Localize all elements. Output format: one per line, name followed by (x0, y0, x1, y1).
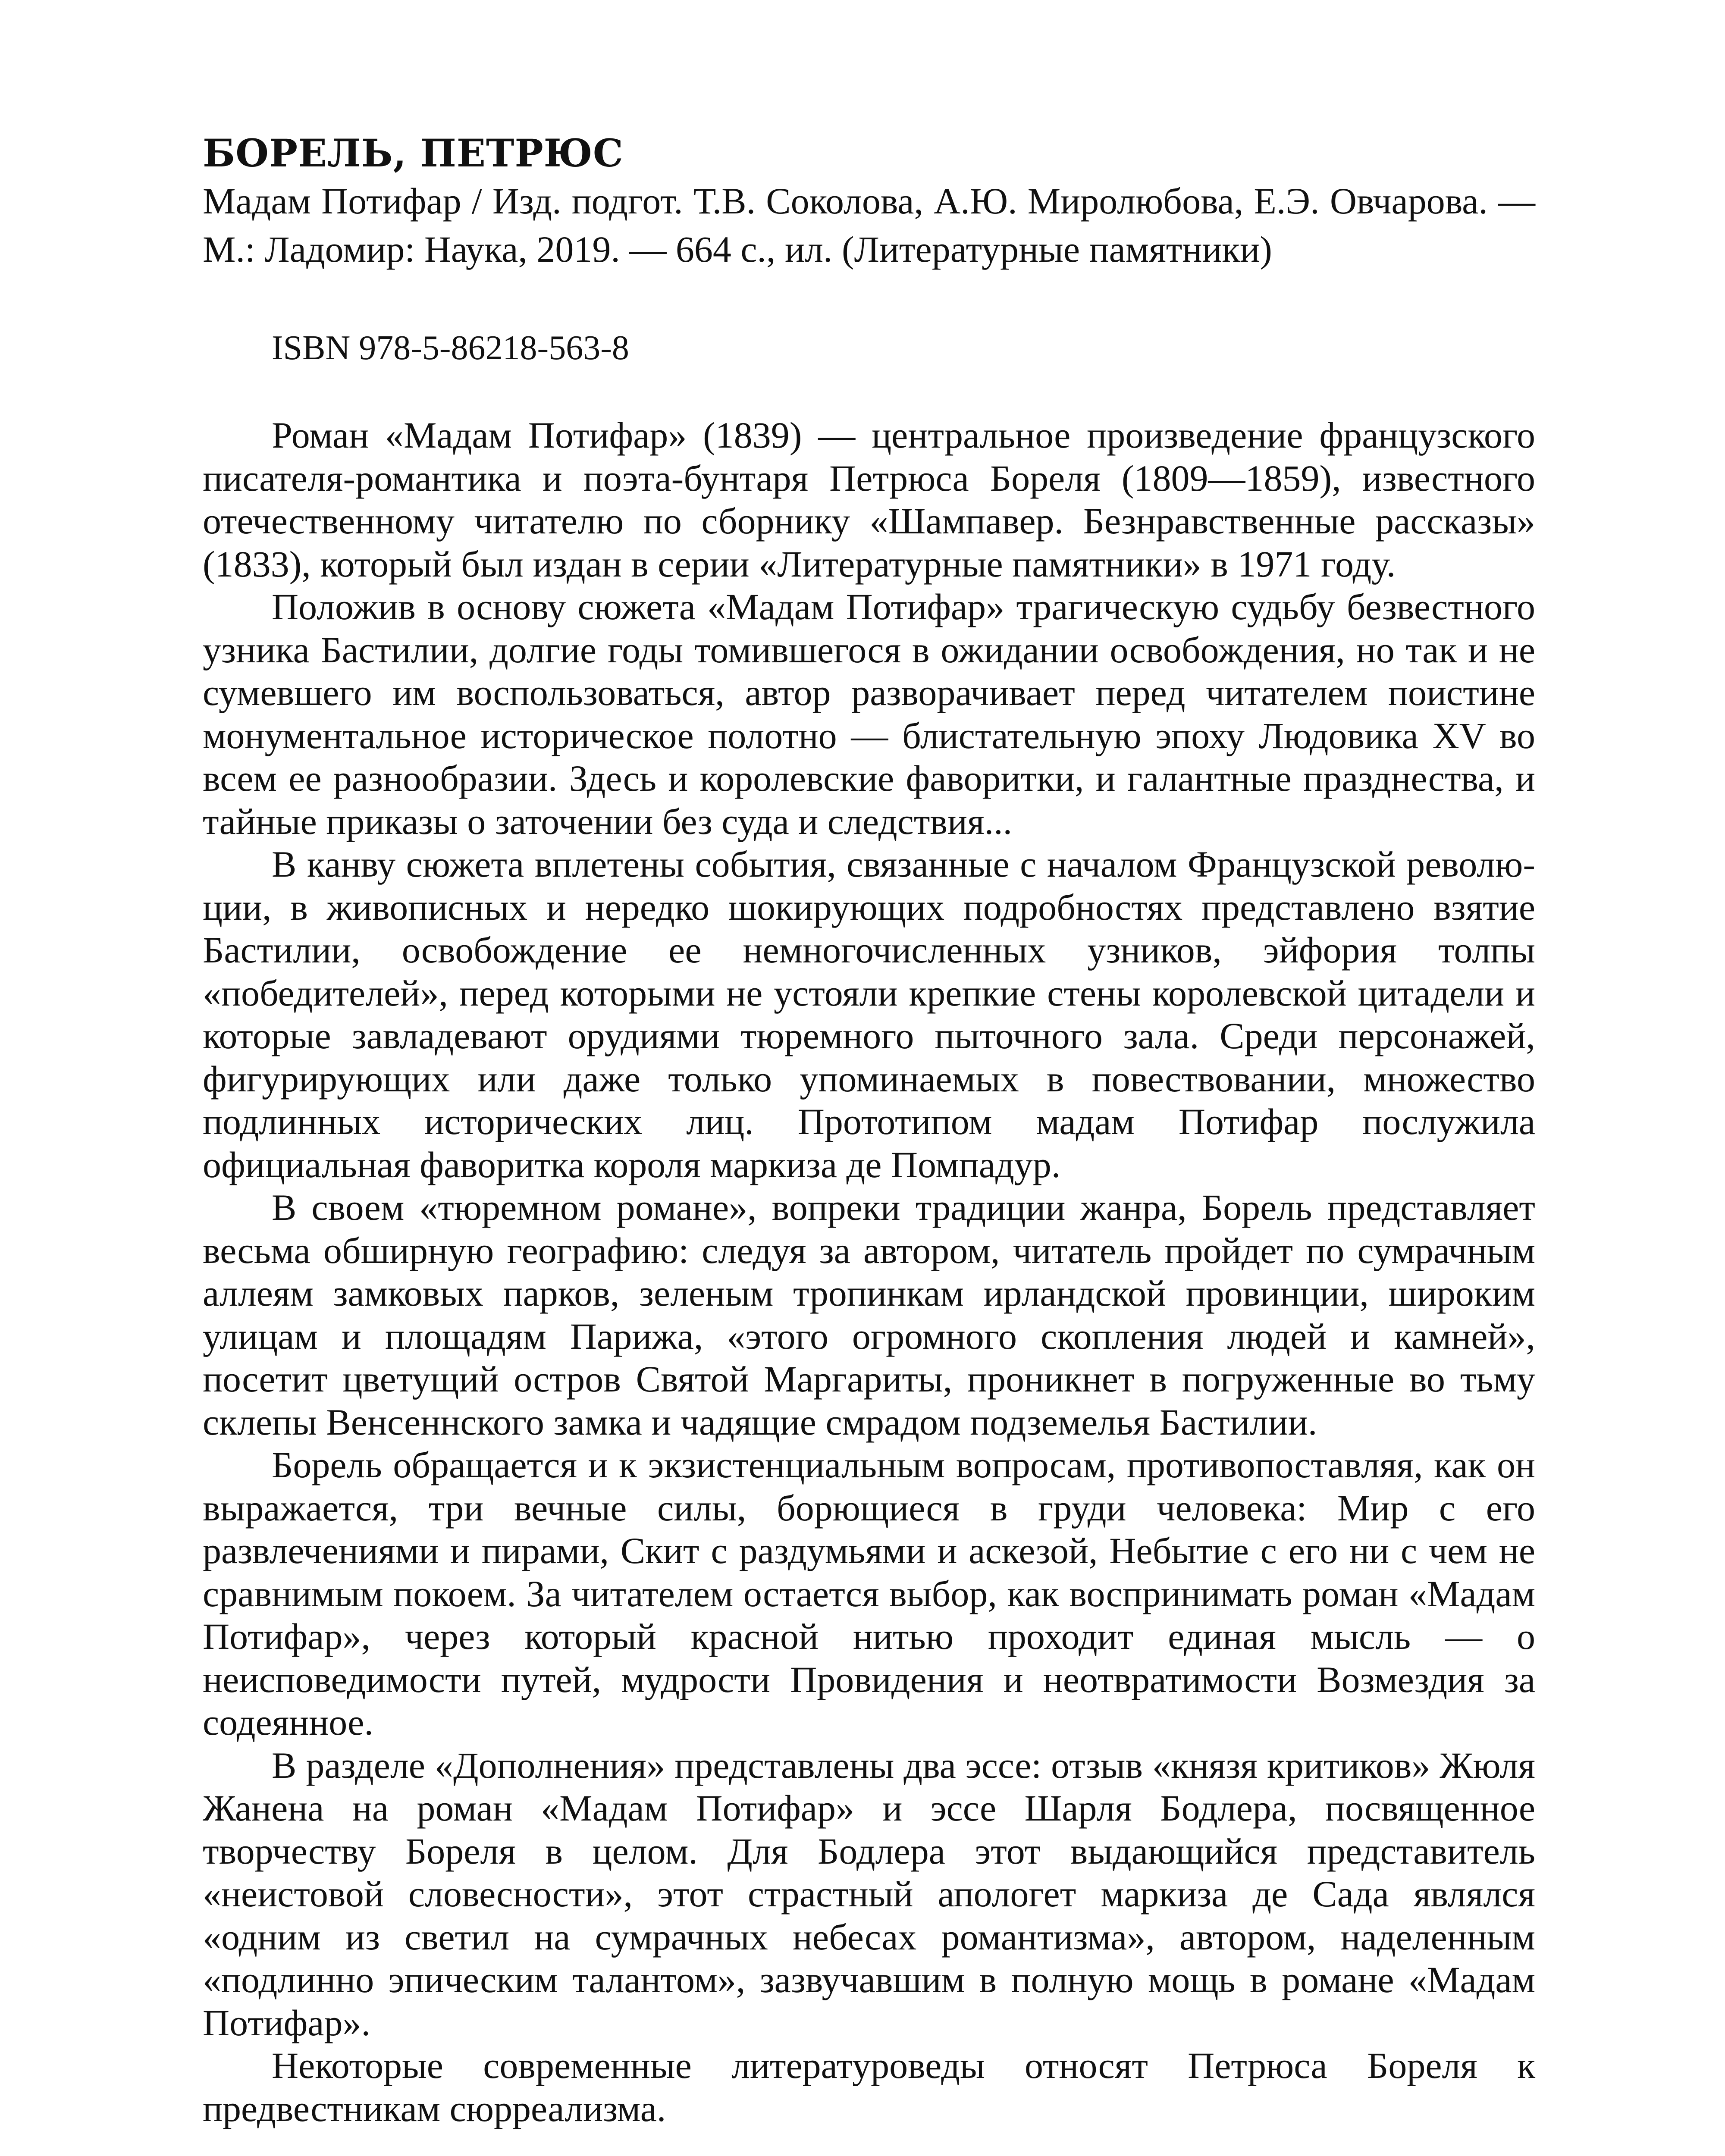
annotation-paragraph: Борель обращается и к экзистенциальным вопросам, противопоставляя, как он выражается, три вечные силы, борющиеся в груди человека: Мир с его развлечениями и пирами, Скит с раздумьями и аскезой, Небытие с его ни с чем не сравнимым покоем. За читателем остается выбор, как воспринимать роман «Мадам Потифар», через который красной нитью проходит единая мысль — о неисповедимости путей, мудрости Провидения и неотвратимости Возмездия за содеянное. (203, 1444, 1535, 1743)
annotation-paragraph: В разделе «Дополнения» представлены два эссе: отзыв «князя критиков» Жюля Жанена на роман «Мадам Потифар» и эссе Шарля Бодлера, посвященное творчеству Бореля в целом. Для Бодлера этот выдающийся представитель «неистовой словесности», этот страстный апологет маркиза де Сада являлся «одним из светил на сумрачных небесах романтизма», автором, наделенным «подлинно эпическим талантом», зазвучавшим в полную мощь в романе «Мадам Потифар». (203, 1744, 1535, 2043)
annotation-paragraph: Некоторые современные литературоведы относят Петрюса Бореля к предвестникам сюрреализма. (203, 2045, 1535, 2129)
annotation-paragraph: Роман «Мадам Потифар» (1839) — центральное произведение французского писателя-романтика и поэта-бунтаря Петрюса Бореля (1809—1859), известного отечественному читателю по сборнику «Шампавер. Безнравственные рассказы» (1833), который был издан в серии «Литературные памятники» в 1971 году. (203, 414, 1535, 585)
annotation-paragraph: Положив в основу сюжета «Мадам Потифар» трагическую судьбу безвестного узника Бастилии, долгие годы томившегося в ожидании освобождения, но так и не сумевшего им воспользоваться, автор разворачивает перед читателем поистине монументальное историческое полотно — блистательную эпоху Людовика XV во всем ее разнообразии. Здесь и королевские фаворитки, и галантные празднества, и тайные приказы о заточении без суда и следствия... (203, 586, 1535, 842)
annotation-text (203, 414, 1535, 2130)
annotation-paragraph: В канву сюжета вплетены события, связанные с началом Французской революции, в живописных и нередко шокирующих подробностях представлено взятие Бастилии, освобождение ее немногочисленных узников, эйфория толпы «победителей», перед которыми не устояли крепкие стены королевской цитадели и которые завладевают орудиями тюремного пыточного зала. Среди персонажей, фигурирующих или даже только упоминаемых в повествовании, множество подлинных исторических лиц. Прототипом мадам Потифар послужила официальная фаворитка короля маркиза де Помпадур. (203, 843, 1535, 1185)
isbn-line: ISBN 978-5-86218-563-8 (272, 329, 629, 367)
bibliographic-record: Мадам Потифар / Изд. подгот. Т.В. Соколова, А.Ю. Миролюбова, Е.Э. Овчарова. — М.: Ладомир: Наука, 2019. — 664 с., ил. (Литературные памятники) (203, 180, 1535, 270)
catalog-entry (203, 129, 1535, 2130)
annotation-paragraph: В своем «тюремном романе», вопреки традиции жанра, Борель представляет весьма обширную географию: следуя за автором, читатель пройдет по сумрачным аллеям замковых парков, зеленым тропинкам ирландской провинции, широким улицам и площадям Парижа, «этого огромного скопления людей и камней», посетит цветущий остров Святой Маргариты, проникнет в погруженные во тьму склепы Венсеннского замка и чадящие смрадом подземелья Бастилии. (203, 1187, 1535, 1443)
entry-title: БОРЕЛЬ, ПЕТРЮС (203, 131, 624, 175)
